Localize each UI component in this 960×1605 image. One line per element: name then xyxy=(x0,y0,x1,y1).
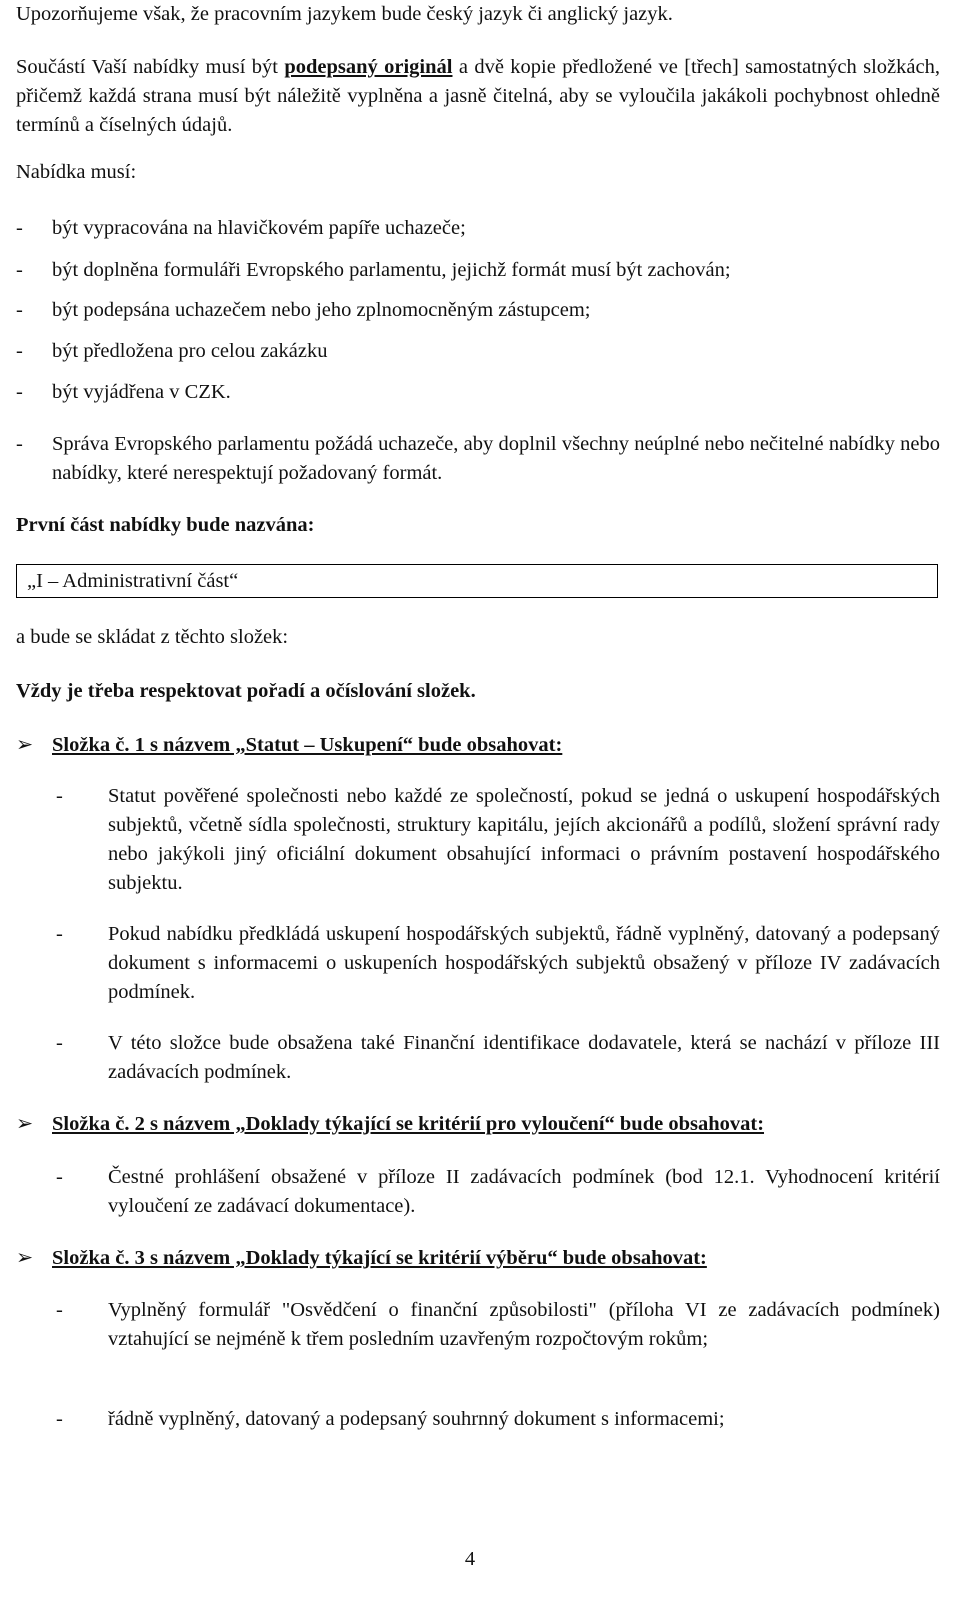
page-number: 4 xyxy=(464,1548,476,1570)
folders-intro: a bude se skládat z těchto složek: xyxy=(16,626,289,648)
requirement-item: - být předložena pro celou zakázku xyxy=(16,340,328,362)
folder-1-heading: ➢ Složka č. 1 s názvem „Statut – Uskupení“ bude obsahovat: xyxy=(16,731,940,760)
part-one-title-box xyxy=(16,564,938,598)
folder-3-item: - řádně vyplněný, datovaný a podepsaný souhrnný dokument s informacemi; xyxy=(56,1408,725,1430)
order-note: Vždy je třeba respektovat pořadí a očíslování složek. xyxy=(16,680,476,702)
folder-1-item: - V této složce bude obsažena také Finanční identifikace dodavatele, která se nachází v příloze III zadávacích podmínek. xyxy=(56,1032,940,1083)
folder-1-item: - Pokud nabídku předkládá uskupení hospodářských subjektů, řádně vyplněný, datovaný a podepsaný dokument s informacemi o uskupeních hospodářských subjektů obsažený v příloze IV zadávacích podmínek. xyxy=(56,923,940,1003)
requirement-item: - být vypracována na hlavičkovém papíře uchazeče; xyxy=(16,217,466,239)
folder-2-item: - Čestné prohlášení obsažené v příloze II zadávacích podmínek (bod 12.1. Vyhodnocení kritérií vyloučení ze zadávací dokumentace). xyxy=(56,1166,940,1217)
folder-3-heading: ➢ Složka č. 3 s názvem „Doklady týkající se kritérií výběru“ bude obsahovat: xyxy=(16,1244,940,1273)
requirements-heading: Nabídka musí: xyxy=(16,161,137,183)
arrow-bullet-icon: ➢ xyxy=(16,1247,34,1269)
signed-original-paragraph: Součástí Vaší nabídky musí být podepsaný originál a dvě kopie předložené ve [třech] samostatných složkách, přičemž každá strana musí být náležitě vyplněna a jasně čitelná, aby se vyloučila jakákoli pochybnost ohledně termínů a číselných údajů. xyxy=(16,56,940,136)
signed-original-emphasis: podepsaný originál xyxy=(284,56,453,78)
requirement-item: - být doplněna formuláři Evropského parlamentu, jejichž formát musí být zachován; xyxy=(16,259,731,281)
arrow-bullet-icon: ➢ xyxy=(16,1113,34,1135)
part-one-title: „I – Administrativní část“ xyxy=(27,570,239,592)
language-note: Upozorňujeme však, že pracovním jazykem bude český jazyk či anglický jazyk. xyxy=(16,3,673,25)
part-one-heading: První část nabídky bude nazvána: xyxy=(16,514,315,536)
requirement-item: - být podepsána uchazečem nebo jeho zplnomocněným zástupcem; xyxy=(16,299,591,321)
folder-1-item: - Statut pověřené společnosti nebo každé ze společností, pokud se jedná o uskupení hospodářských subjektů, včetně sídla společnosti, struktury kapitálu, jejích akcionářů a podílů, složení správní rady nebo jakýkoli jiný oficiální dokument obsahující informaci o právním postavení hospodářského subjektu. xyxy=(56,785,940,894)
requirement-item: - Správa Evropského parlamentu požádá uchazeče, aby doplnil všechny neúplné nebo nečitelné nabídky nebo nabídky, které nerespektují požadovaný formát. xyxy=(16,433,940,484)
arrow-bullet-icon: ➢ xyxy=(16,734,34,756)
folder-2-heading: ➢ Složka č. 2 s názvem „Doklady týkající se kritérií pro vyloučení“ bude obsahovat: xyxy=(16,1110,940,1139)
folder-3-item: - Vyplněný formulář "Osvědčení o finanční způsobilosti" (příloha VI ze zadávacích podmínek) vztahující se nejméně k třem posledním uzavřeným rozpočtovým rokům; xyxy=(56,1299,940,1350)
requirement-item: - být vyjádřena v CZK. xyxy=(16,381,231,403)
